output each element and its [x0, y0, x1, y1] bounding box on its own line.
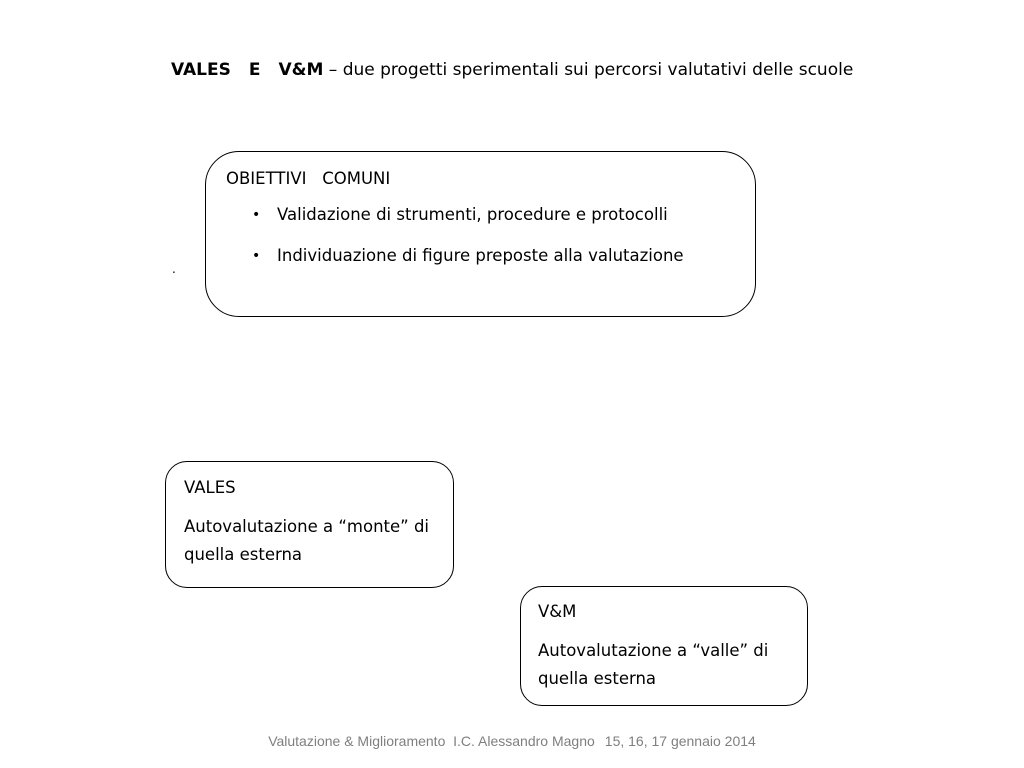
title-rest: – due progetti sperimentali sui percorsi valutativi delle scuole — [323, 60, 854, 80]
vm-description: Autovalutazione a “valle” di quella esterna — [538, 641, 769, 688]
vales-box — [165, 461, 454, 588]
vm-label: V&M — [538, 602, 577, 621]
footer-dates: 15, 16, 17 gennaio 2014 — [604, 733, 756, 749]
bullet-icon: • — [252, 248, 261, 264]
bullet-icon: • — [252, 207, 261, 223]
title-vales: VALES — [171, 60, 231, 80]
list-item — [226, 243, 755, 269]
stray-dot: . — [172, 262, 176, 276]
common-objectives-box — [205, 151, 756, 317]
common-objectives-heading: OBIETTIVI COMUNI — [226, 169, 391, 188]
title-vm: V&M — [278, 60, 324, 80]
vales-description: Autovalutazione a “monte” di quella esterna — [184, 517, 430, 564]
footer-organization: Valutazione & Miglioramento I.C. Alessandro Magno — [268, 733, 595, 749]
common-objectives-list — [226, 202, 755, 269]
list-item-text: Validazione di strumenti, procedure e protocolli — [277, 205, 668, 224]
slide-title — [171, 46, 871, 95]
title-e: E — [248, 60, 261, 80]
vm-box — [520, 586, 808, 706]
vales-label: VALES — [184, 478, 236, 497]
slide-footer — [0, 733, 1024, 749]
list-item — [226, 202, 755, 228]
list-item-text: Individuazione di figure preposte alla valutazione — [277, 246, 684, 265]
